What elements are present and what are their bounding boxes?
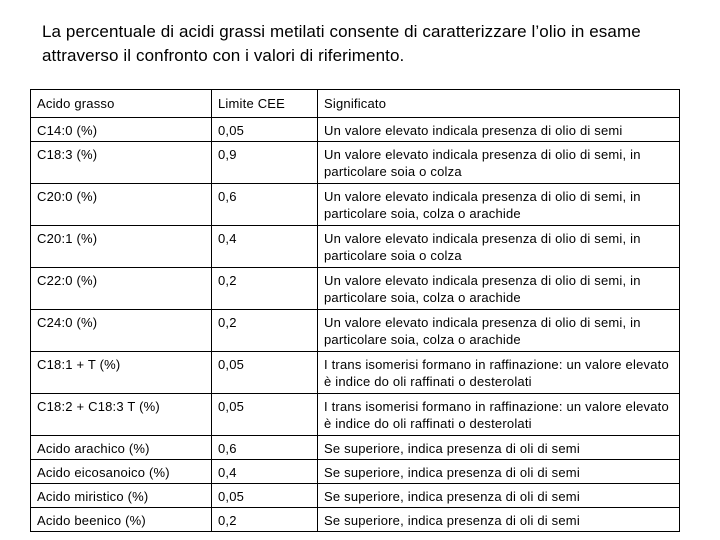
meaning-cell: Se superiore, indica presenza di oli di semi bbox=[318, 436, 680, 460]
acid-name-cell: C18:3 (%) bbox=[31, 142, 212, 184]
meaning-cell: Un valore elevato indicala presenza di olio di semi, in particolare soia o colza bbox=[318, 142, 680, 184]
meaning-cell: I trans isomerisi formano in raffinazione: un valore elevato è indice do oli raffinati o desterolati bbox=[318, 394, 680, 436]
header-acido-grasso: Acido grasso bbox=[31, 90, 212, 118]
table-row bbox=[31, 484, 680, 508]
table-row bbox=[31, 226, 680, 268]
acid-name-cell: C18:1 + T (%) bbox=[31, 352, 212, 394]
table-row bbox=[31, 310, 680, 352]
acid-name-cell: C24:0 (%) bbox=[31, 310, 212, 352]
acid-name-cell: C20:0 (%) bbox=[31, 184, 212, 226]
meaning-cell: Se superiore, indica presenza di oli di semi bbox=[318, 508, 680, 532]
limit-cell: 0,6 bbox=[212, 184, 318, 226]
acid-name-cell: Acido miristico (%) bbox=[31, 484, 212, 508]
acid-name-cell: Acido beenico (%) bbox=[31, 508, 212, 532]
meaning-cell: Se superiore, indica presenza di oli di semi bbox=[318, 484, 680, 508]
header-limite-cee: Limite CEE bbox=[212, 90, 318, 118]
table-row bbox=[31, 142, 680, 184]
limit-cell: 0,05 bbox=[212, 118, 318, 142]
limit-cell: 0,2 bbox=[212, 310, 318, 352]
meaning-cell: I trans isomerisi formano in raffinazione: un valore elevato è indice do oli raffinati o desterolati bbox=[318, 352, 680, 394]
acid-name-cell: Acido arachico (%) bbox=[31, 436, 212, 460]
intro-text: La percentuale di acidi grassi metilati consente di caratterizzare l’olio in esame attraverso il confronto con i valori di riferimento. bbox=[42, 22, 641, 65]
meaning-cell: Un valore elevato indicala presenza di olio di semi bbox=[318, 118, 680, 142]
meaning-cell: Un valore elevato indicala presenza di olio di semi, in particolare soia o colza bbox=[318, 226, 680, 268]
acid-name-cell: C14:0 (%) bbox=[31, 118, 212, 142]
fatty-acid-table bbox=[30, 89, 680, 532]
acid-name-cell: C18:2 + C18:3 T (%) bbox=[31, 394, 212, 436]
table-row bbox=[31, 268, 680, 310]
table-row bbox=[31, 352, 680, 394]
limit-cell: 0,9 bbox=[212, 142, 318, 184]
acid-name-cell: C22:0 (%) bbox=[31, 268, 212, 310]
meaning-cell: Un valore elevato indicala presenza di olio di semi, in particolare soia, colza o arachide bbox=[318, 310, 680, 352]
table-row bbox=[31, 184, 680, 226]
table-row bbox=[31, 118, 680, 142]
meaning-cell: Un valore elevato indicala presenza di olio di semi, in particolare soia, colza o arachide bbox=[318, 268, 680, 310]
table-row bbox=[31, 508, 680, 532]
table-row bbox=[31, 460, 680, 484]
limit-cell: 0,2 bbox=[212, 268, 318, 310]
limit-cell: 0,05 bbox=[212, 484, 318, 508]
meaning-cell: Se superiore, indica presenza di oli di semi bbox=[318, 460, 680, 484]
table-row bbox=[31, 394, 680, 436]
table-row bbox=[31, 436, 680, 460]
acid-name-cell: Acido eicosanoico (%) bbox=[31, 460, 212, 484]
header-significato: Significato bbox=[318, 90, 680, 118]
limit-cell: 0,05 bbox=[212, 352, 318, 394]
table-header-row bbox=[31, 90, 680, 118]
limit-cell: 0,4 bbox=[212, 226, 318, 268]
meaning-cell: Un valore elevato indicala presenza di olio di semi, in particolare soia, colza o arachide bbox=[318, 184, 680, 226]
limit-cell: 0,4 bbox=[212, 460, 318, 484]
limit-cell: 0,05 bbox=[212, 394, 318, 436]
limit-cell: 0,2 bbox=[212, 508, 318, 532]
limit-cell: 0,6 bbox=[212, 436, 318, 460]
acid-name-cell: C20:1 (%) bbox=[31, 226, 212, 268]
